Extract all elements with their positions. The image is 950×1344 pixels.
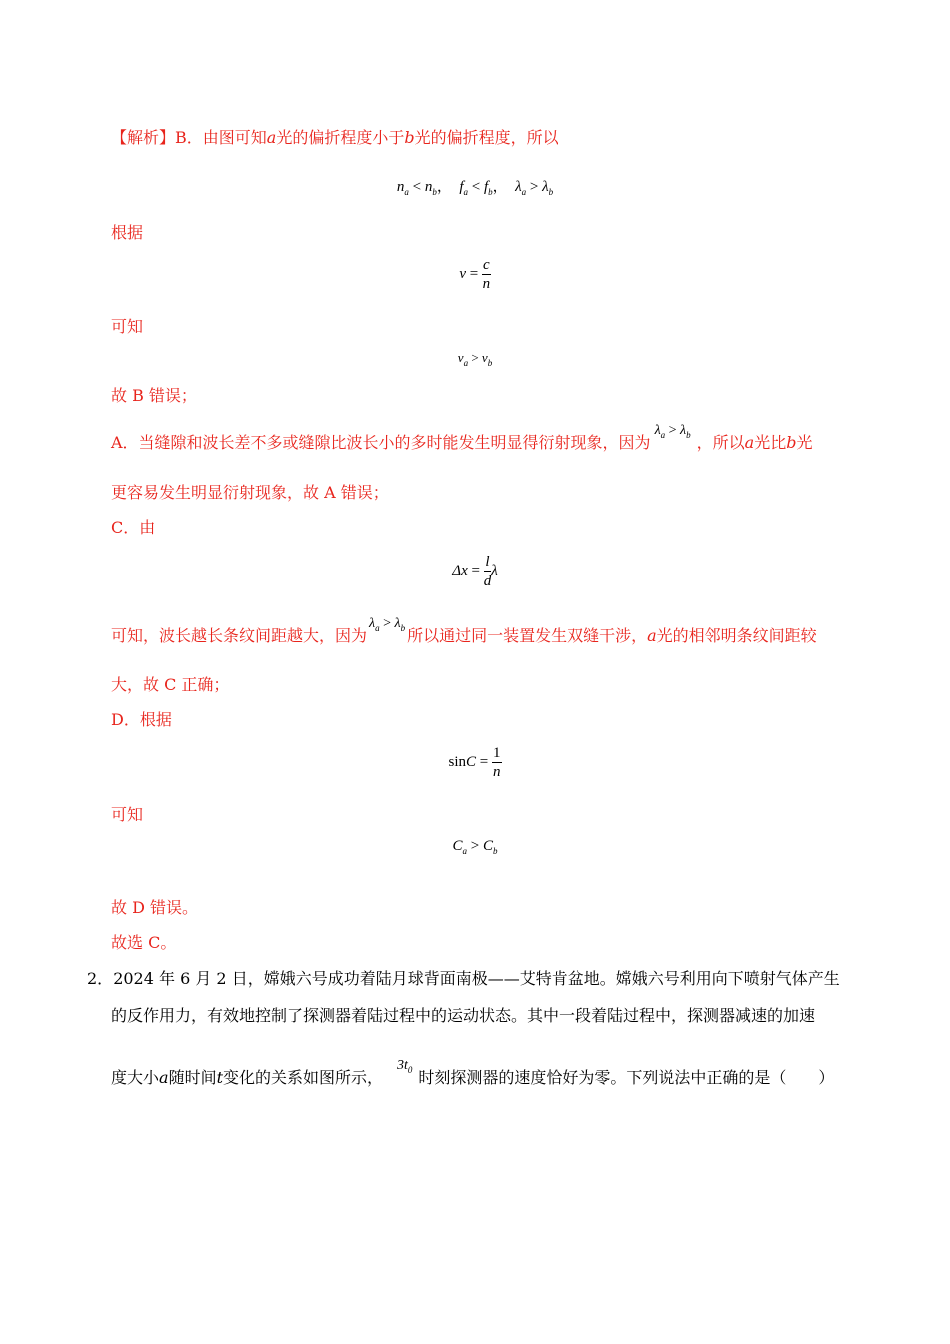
- question-2-line1: [87, 969, 840, 989]
- equation-refractive-index: [0, 175, 950, 197]
- eq-equals: =: [469, 265, 479, 282]
- question-text: 2024 年 6 月 2 日，嫦娥六号成功着陆月球背面南极——艾特肯盆地。嫦娥六号利用向下喷射气体产生: [113, 969, 840, 988]
- option-d-keyi: 可知: [111, 805, 144, 824]
- b-wrong: 故 B 错误；: [111, 386, 197, 405]
- eq-lt: <: [471, 179, 481, 195]
- var-b: b: [404, 128, 415, 147]
- inline-lambda-compare: $\lambda_a > \lambda_b$: [654, 423, 691, 440]
- var-a: a: [159, 1068, 169, 1087]
- question-2-line3: [111, 1058, 835, 1094]
- option-c-head: C．由: [111, 518, 156, 537]
- choose-c: 故选 C。: [111, 933, 177, 952]
- frac-den: d: [483, 573, 492, 589]
- frac-num: l: [485, 554, 490, 570]
- eq-n: n: [424, 179, 433, 195]
- inline-3t0: $3t_0$: [397, 1058, 413, 1075]
- eq-sub-a: a: [463, 187, 469, 197]
- var-t: t: [216, 1068, 224, 1087]
- question-text: 度大小: [111, 1068, 160, 1087]
- var-b: b: [786, 433, 797, 452]
- option-c-line2: 大，故 C 正确；: [111, 675, 230, 694]
- var-a: a: [744, 433, 755, 452]
- fraction-1-over-n: [492, 744, 502, 781]
- eq-c: C: [452, 838, 463, 854]
- eq-sub-a: a: [463, 358, 469, 368]
- equation-angle-compare: [0, 838, 950, 856]
- question-2-line2: 的反作用力，有效地控制了探测器着陆过程中的运动状态。其中一段着陆过程中，探测器减速的加速: [111, 1006, 816, 1025]
- frac-den: n: [493, 764, 501, 780]
- eq-sin: sin: [448, 753, 467, 770]
- question-text: 时刻探测器的速度恰好为零。下列说法中正确的是（ ）: [418, 1068, 835, 1087]
- eq-f: f: [483, 179, 489, 195]
- option-a-line1: [111, 423, 813, 459]
- analysis-line: [111, 128, 559, 148]
- option-a-text3: 光比: [754, 433, 787, 452]
- fraction-c-over-n: [482, 256, 491, 293]
- eq-lambda: λ: [515, 179, 522, 195]
- inline-lambda-compare: $\lambda_a > \lambda_b$: [369, 616, 406, 633]
- option-a-text2: ，所以: [696, 433, 745, 452]
- question-text: 变化的关系如图所示，: [223, 1068, 384, 1087]
- eq-gt: >: [470, 838, 480, 854]
- eq-delta-x: Δx: [452, 562, 468, 579]
- eq-v: v: [459, 265, 467, 282]
- option-d-wrong: 故 D 错误。: [111, 898, 199, 917]
- eq-equals: =: [479, 753, 489, 770]
- eq-lt: <: [412, 179, 422, 195]
- analysis-tail: 光的偏折程度，所以: [414, 128, 559, 147]
- eq-sep: ，: [492, 179, 508, 195]
- option-a-line2: 更容易发生明显衍射现象，故 A 错误；: [111, 483, 389, 502]
- var-a: a: [266, 128, 277, 147]
- equation-critical-angle: [0, 744, 950, 781]
- option-c-text2: 所以通过同一装置发生双缝干涉，: [407, 626, 648, 645]
- eq-c: C: [482, 838, 493, 854]
- equation-fringe: [0, 553, 950, 590]
- option-a-text: A．当缝隙和波长差不多或缝隙比波长小的多时能发生明显得衍射现象，因为: [111, 433, 651, 452]
- frac-num: c: [482, 257, 490, 273]
- eq-sub-a: a: [521, 187, 527, 197]
- eq-equals: =: [471, 562, 480, 579]
- option-c-text3: 光的相邻明条纹间距较: [656, 626, 817, 645]
- eq-f: f: [459, 179, 464, 195]
- eq-v: v: [457, 350, 464, 365]
- eq-sub-b: b: [432, 187, 437, 197]
- option-c-text: 可知，波长越长条纹间距越大，因为: [111, 626, 368, 645]
- frac-num: 1: [493, 745, 501, 761]
- eq-lambda: λ: [491, 562, 498, 579]
- eq-sub-b: b: [487, 358, 493, 368]
- analysis-mid: 光的偏折程度小于: [276, 128, 405, 147]
- var-a: a: [647, 626, 657, 645]
- eq-n: n: [396, 179, 405, 195]
- eq-sep: ，: [436, 179, 452, 195]
- eq-gt: >: [529, 179, 539, 195]
- keyi-label: 可知: [111, 317, 144, 336]
- eq-sub-a: a: [404, 187, 409, 197]
- equation-speed: [0, 256, 950, 293]
- option-c-line1: [111, 616, 817, 652]
- eq-sub-b: b: [488, 187, 493, 197]
- eq-v: v: [481, 350, 488, 365]
- analysis-head: 【解析】B．由图可知: [111, 128, 267, 147]
- question-number: 2．: [87, 969, 114, 988]
- eq-sub-b: b: [493, 846, 498, 856]
- frac-den: n: [482, 276, 491, 292]
- eq-sub-b: b: [548, 187, 554, 197]
- option-a-text4: 光: [796, 433, 813, 452]
- question-text: 随时间: [168, 1068, 217, 1087]
- eq-c: C: [466, 753, 477, 770]
- equation-speed-compare: [0, 350, 950, 368]
- according-label: 根据: [111, 223, 144, 242]
- eq-sub-a: a: [462, 846, 468, 856]
- option-d-head: D．根据: [111, 710, 172, 729]
- eq-lambda: λ: [542, 179, 549, 195]
- eq-gt: >: [471, 350, 479, 365]
